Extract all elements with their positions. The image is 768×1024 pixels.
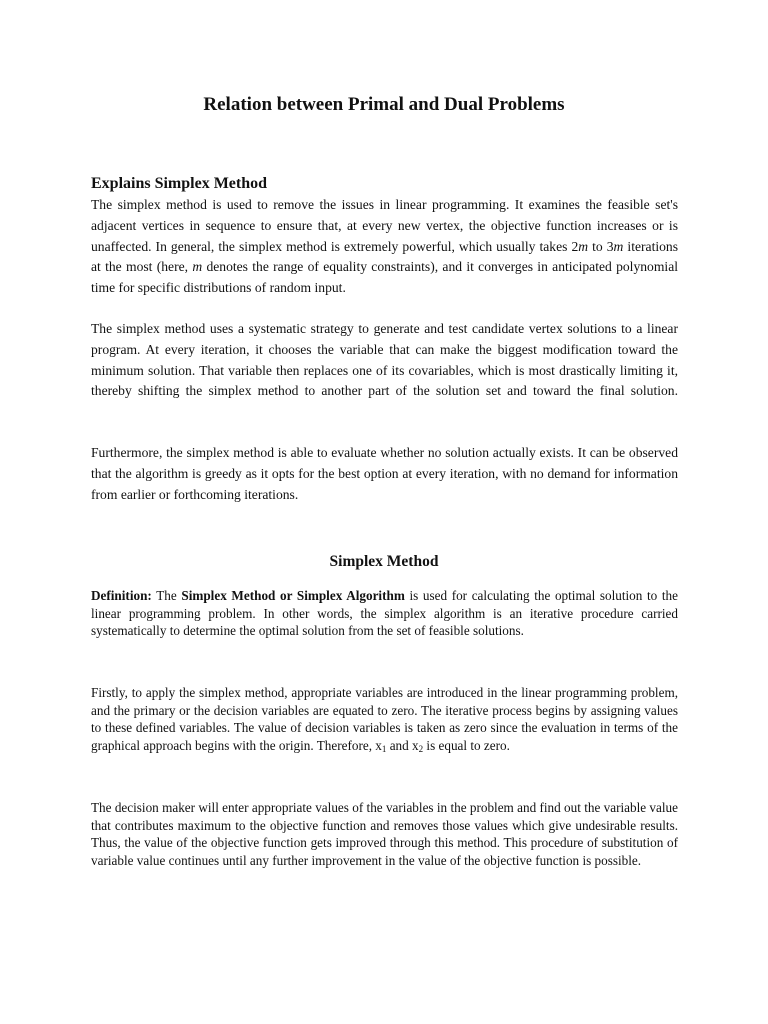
text-run: The simplex method is used to remove the issues in linear programming. It examines the feasible set's adjacent vertices in sequence to ensure that, at every new vertex, the objective function increases or is unaffected. In general, the simplex method is extremely powerful, which usually takes 2: [91, 197, 678, 254]
page-title: Relation between Primal and Dual Problems: [203, 94, 565, 115]
text-run: is equal to zero.: [423, 737, 510, 753]
paragraph-systematic-strategy: The simplex method uses a systematic strategy to generate and test candidate vertex solutions to a linear program. At every iteration, it chooses the variable that can make the biggest modification toward the minimum solution. That variable then replaces one of its covariables, which is most drastically limiting it, thereby shifting the simplex method to another part of the solution set and toward the final solution.: [91, 321, 678, 399]
text-run: The: [151, 588, 182, 603]
text-run: is used for calculating the optimal solution to the linear programming problem. In other words, the simplex algorithm is an iterative procedure carried systematically to determine the optimal solution from the set of feasible solutions.: [91, 588, 679, 639]
section-heading-explains-simplex: Explains Simplex Method: [91, 175, 268, 192]
italic-variable: m: [192, 259, 203, 275]
definition-term: Simplex Method or Simplex Algorithm: [181, 588, 405, 603]
text-run: denotes the range of equality constraints), and it converges in anticipated polynomial time for specific distributions of random input.: [91, 259, 679, 296]
paragraph-decision-maker: The decision maker will enter appropriate values of the variables in the problem and find out the variable value that contributes maximum to the objective function and removes those values which give undesirable results. Thus, the value of the objective function gets improved through this method. This procedure of substitution of variable value continues until any further improvement in the value of the objective function is possible.: [91, 800, 678, 868]
section-heading-simplex-method: Simplex Method: [329, 553, 439, 570]
subscript: 2: [418, 743, 424, 754]
text-run: to 3: [588, 238, 614, 254]
text-run: Firstly, to apply the simplex method, appropriate variables are introduced in the linear programming problem, and the primary or the decision variables are equated to zero. The iterative process begins by assigning values to these defined variables. The value of decision variables is taken as zero since the evaluation in terms of the graphical approach begins with the origin. Therefore, x: [91, 685, 678, 753]
definition-label: Definition:: [91, 588, 152, 603]
paragraph-definition: [91, 587, 678, 640]
paragraph-simplex-intro: [91, 195, 678, 299]
text-run: and x: [386, 737, 419, 753]
italic-variable: m: [578, 238, 589, 254]
paragraph-no-solution: Furthermore, the simplex method is able to evaluate whether no solution actually exists. It can be observed that the algorithm is greedy as it opts for the best option at every iteration, with no demand for information from earlier or forthcoming iterations.: [91, 445, 678, 502]
paragraph-firstly: [91, 684, 678, 754]
subscript: 1: [381, 743, 387, 754]
text-run: iterations at the most (here,: [91, 238, 679, 275]
italic-variable: m: [613, 238, 624, 254]
